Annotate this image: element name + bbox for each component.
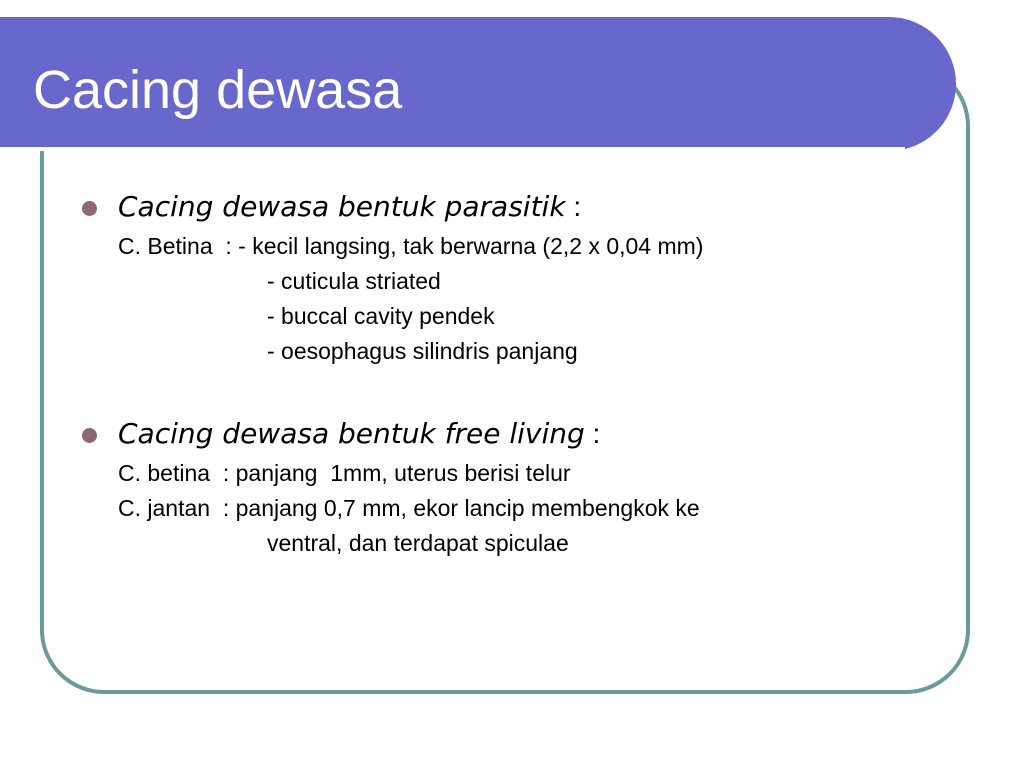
bullet-dot-icon [82,201,97,216]
detail-line: - oesophagus silindris panjang [267,338,578,364]
detail-line: C. Betina : - kecil langsing, tak berwarna (2,2 x 0,04 mm) [118,233,704,259]
detail-line: - cuticula striated [267,268,441,294]
bullet-heading-text: Cacing dewasa bentuk parasitik [118,190,566,223]
detail-line: C. jantan : panjang 0,7 mm, ekor lancip membengkok ke [118,495,700,521]
bullet-heading-colon: : [565,191,582,222]
content-frame [40,62,970,694]
detail-line: ventral, dan terdapat spiculae [267,530,569,556]
detail-line: - buccal cavity pendek [267,303,495,329]
detail-line: C. betina : panjang 1mm, uterus berisi telur [118,460,571,486]
title-underline [0,147,905,151]
bullet-dot-icon [82,428,97,443]
bullet-heading-colon: : [584,418,601,449]
bullet-heading [118,415,600,453]
slide-title: Cacing dewasa [33,60,403,120]
title-bar [0,17,956,151]
bullet-heading [118,188,581,226]
bullet-heading-text: Cacing dewasa bentuk free living [118,417,585,450]
